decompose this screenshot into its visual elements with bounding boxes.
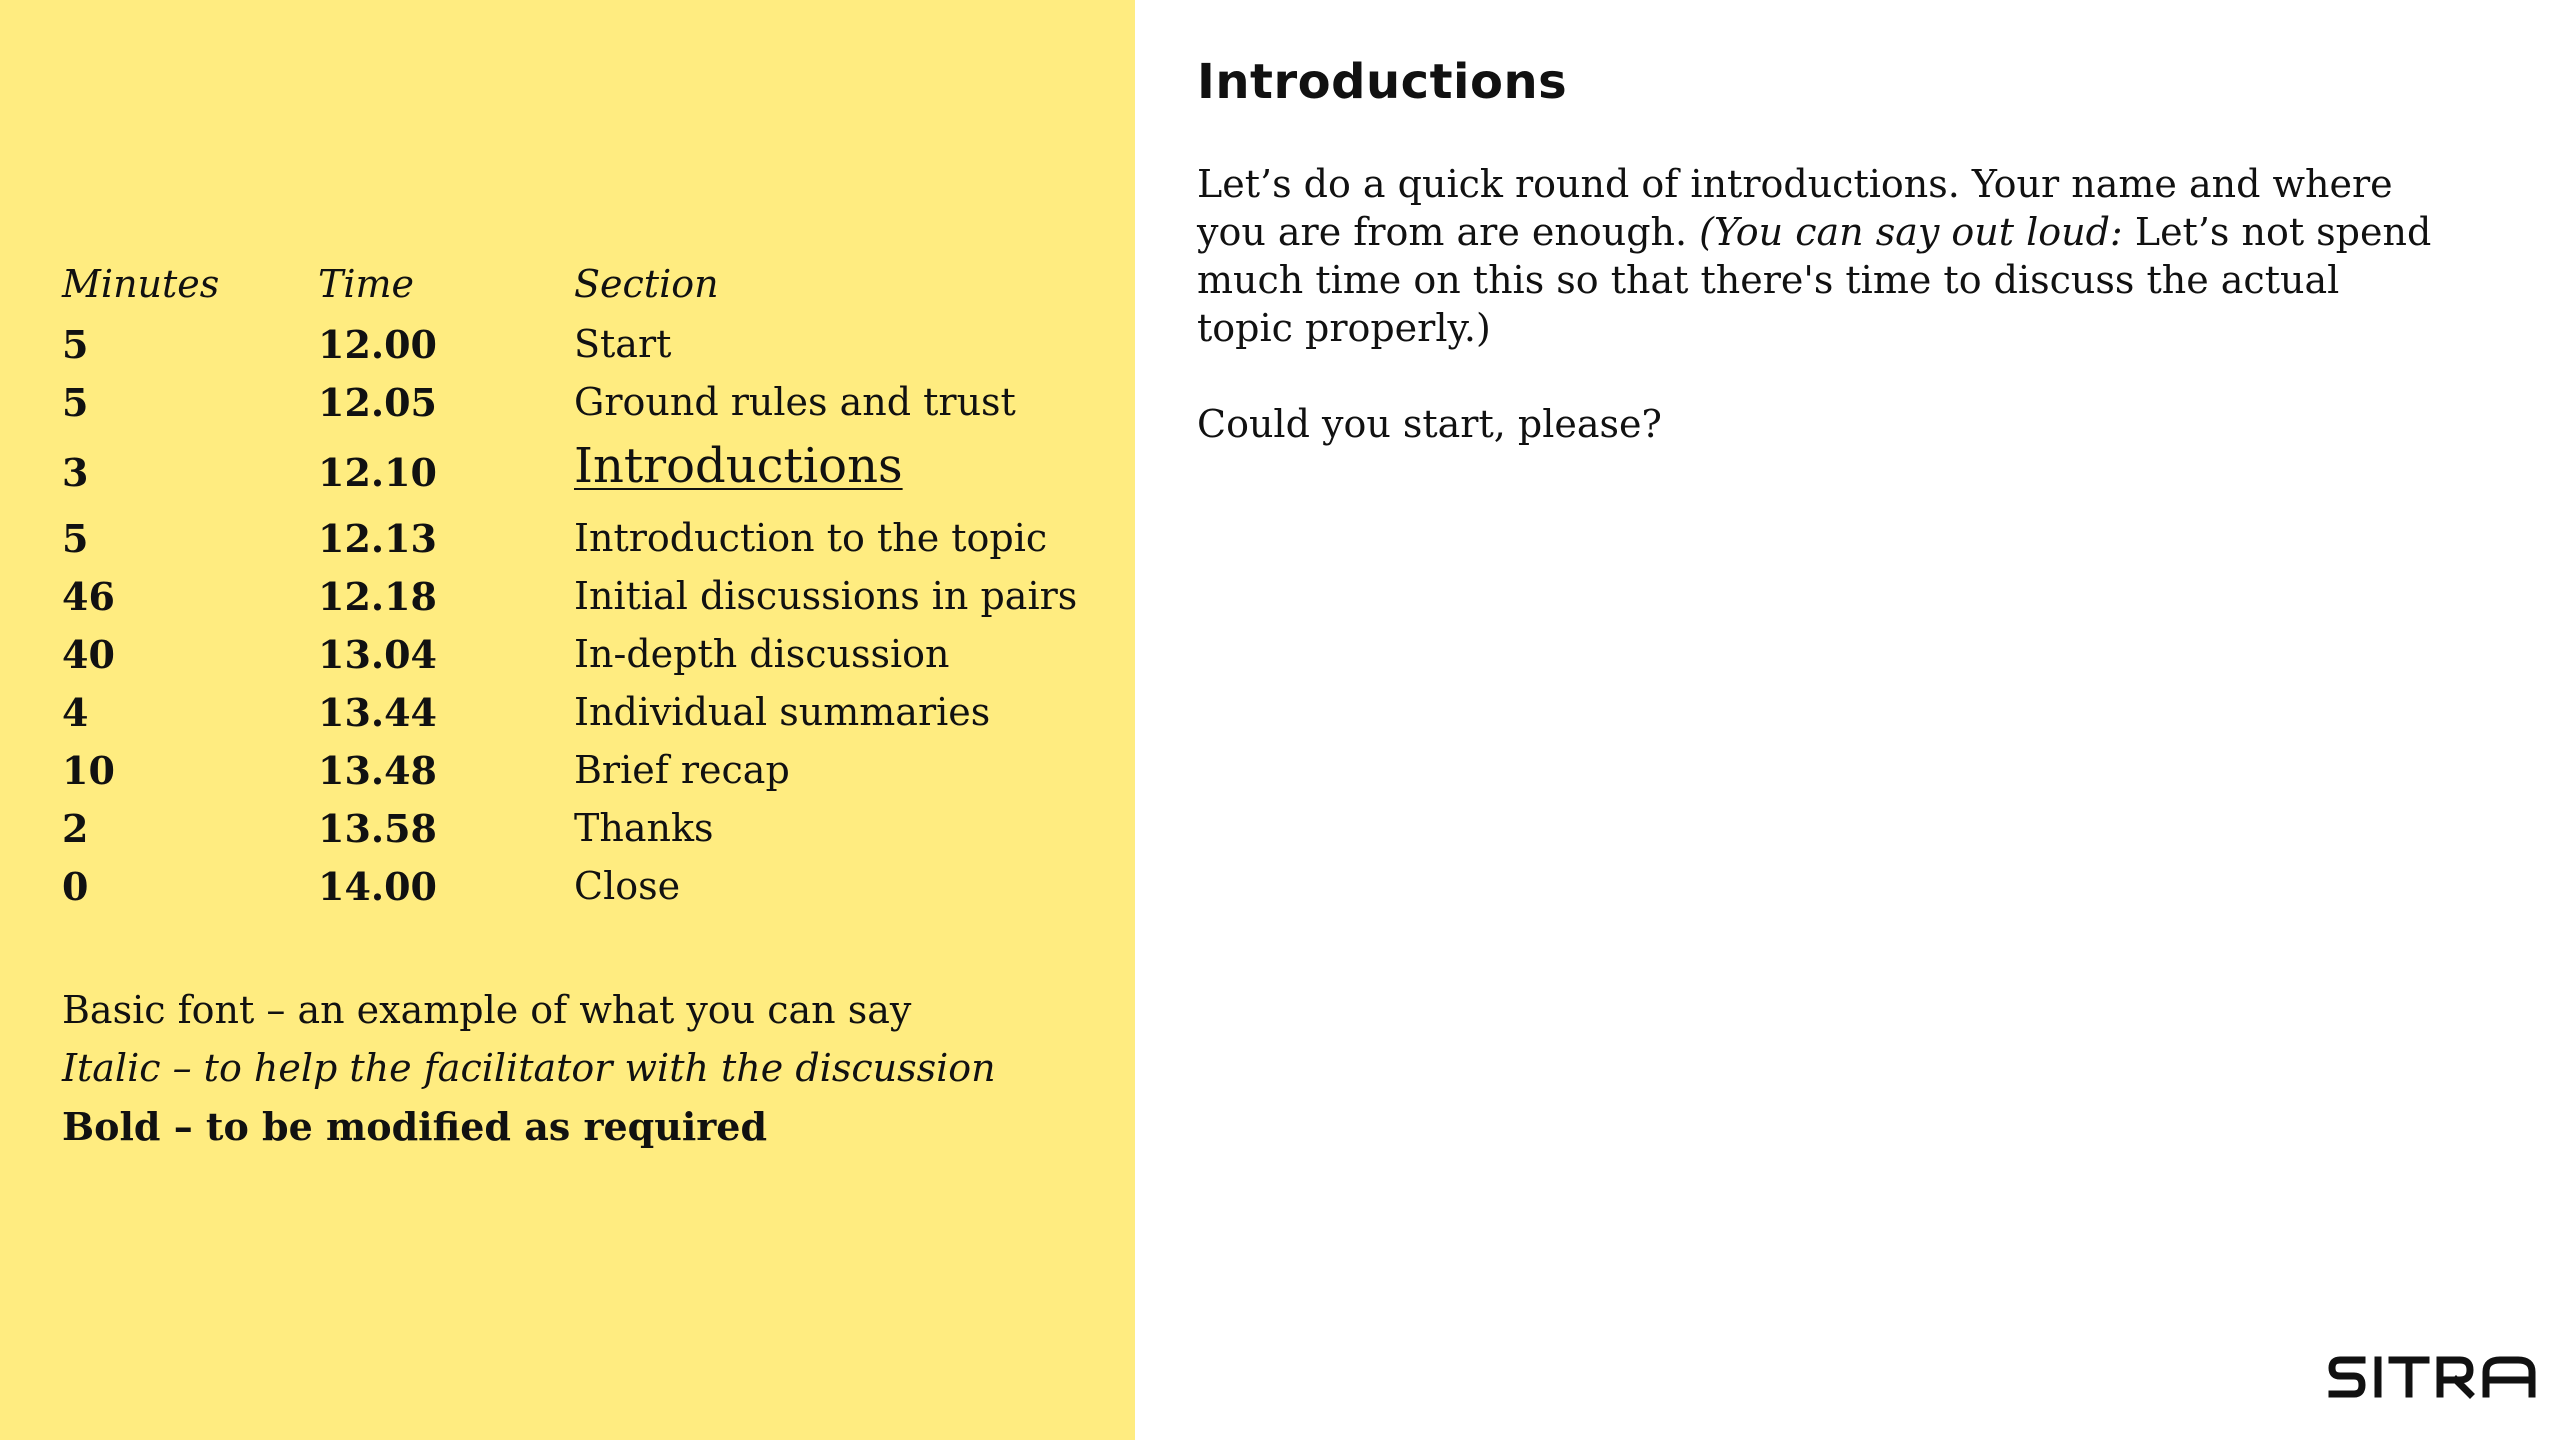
row-minutes: 5 xyxy=(62,516,89,561)
legend-bold: Bold – to be modified as required xyxy=(62,1104,768,1149)
row-section-current-link[interactable]: Introductions xyxy=(574,438,903,494)
row-time: 12.05 xyxy=(318,380,437,425)
row-section: Introduction to the topic xyxy=(574,516,1048,560)
header-section: Section xyxy=(574,262,719,306)
row-section: In-depth discussion xyxy=(574,632,950,676)
row-section: Close xyxy=(574,864,681,908)
row-time: 13.58 xyxy=(318,806,437,851)
row-section: Ground rules and trust xyxy=(574,380,1016,424)
question-text: Could you start, please? xyxy=(1197,402,1662,446)
row-time: 12.18 xyxy=(318,574,437,619)
header-time: Time xyxy=(318,262,415,306)
intro-paragraph-text: Let’s do a quick round of introductions. Your name and where you are from are enough. xyxy=(1197,162,2393,254)
row-minutes: 10 xyxy=(62,748,115,793)
row-time: 12.00 xyxy=(318,322,437,367)
row-time: 13.48 xyxy=(318,748,437,793)
row-section: Thanks xyxy=(574,806,714,850)
facilitator-note: (You can say out loud: xyxy=(1699,210,2123,254)
legend-basic: Basic font – an example of what you can say xyxy=(62,988,912,1032)
row-section: Start xyxy=(574,322,672,366)
row-time: 14.00 xyxy=(318,864,437,909)
row-section: Brief recap xyxy=(574,748,790,792)
row-time: 12.13 xyxy=(318,516,437,561)
row-minutes: 40 xyxy=(62,632,115,677)
row-minutes: 46 xyxy=(62,574,115,619)
content-panel xyxy=(1197,54,2447,496)
row-time: 13.44 xyxy=(318,690,437,735)
row-section: Individual summaries xyxy=(574,690,991,734)
legend-italic: Italic – to help the facilitator with the discussion xyxy=(62,1046,996,1090)
header-minutes: Minutes xyxy=(62,262,220,306)
row-minutes: 0 xyxy=(62,864,89,909)
sitra-logo xyxy=(2328,1354,2538,1400)
row-section: Initial discussions in pairs xyxy=(574,574,1078,618)
row-time: 12.10 xyxy=(318,450,437,495)
intro-paragraph-end: Let’s not spend much time on this so that there's time to discuss the actual topic properly.) xyxy=(1197,210,2432,350)
row-time: 13.04 xyxy=(318,632,437,677)
intro-paragraph xyxy=(1197,160,2447,352)
page-title: Introductions xyxy=(1197,54,1568,110)
row-minutes: 4 xyxy=(62,690,89,735)
font-legend xyxy=(62,988,996,1162)
row-minutes: 5 xyxy=(62,380,89,425)
row-minutes: 3 xyxy=(62,450,89,495)
row-minutes: 2 xyxy=(62,806,89,851)
row-minutes: 5 xyxy=(62,322,89,367)
agenda-panel xyxy=(0,0,1135,1440)
